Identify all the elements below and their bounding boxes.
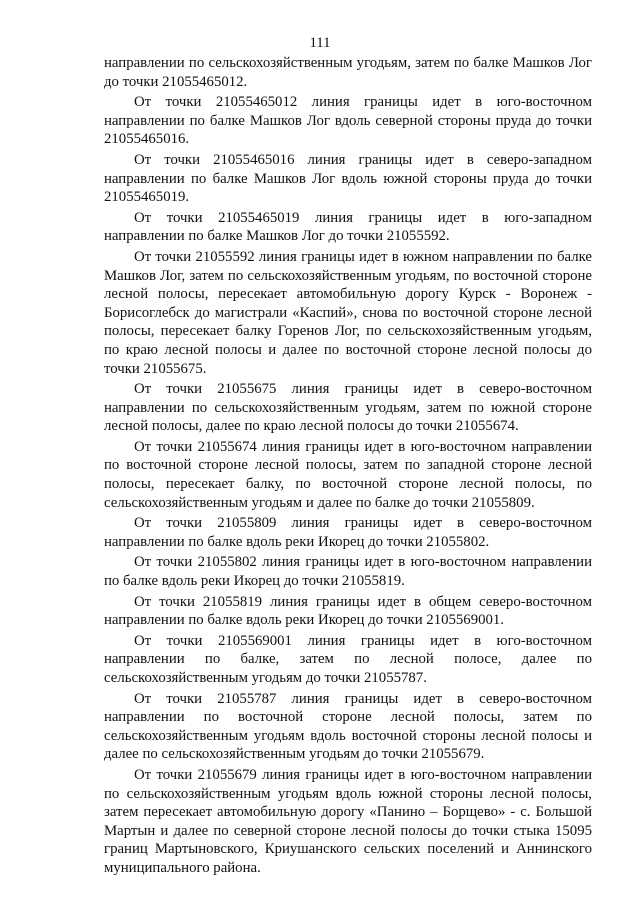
paragraph: От точки 21055809 линия границы идет в северо-восточном направлении по балке вдоль реки Икорец до точки 21055802. bbox=[104, 515, 592, 550]
paragraph: От точки 21055675 линия границы идет в северо-восточном направлении по сельскохозяйственным угодьям, затем по южной стороне лесной полосы, далее по краю лесной полосы до точки 21055674. bbox=[104, 381, 592, 435]
page-number: 111 bbox=[309, 35, 331, 51]
paragraph: От точки 21055465019 линия границы идет в юго-западном направлении по балке Машков Лог до точки 21055592. bbox=[104, 209, 592, 245]
paragraph: От точки 21055787 линия границы идет в северо-восточном направлении по восточной стороне лесной полосы, затем по сельскохозяйственным угодьям вдоль восточной стороны лесной полосы и далее по сельскохозяйственным угодьям до точки 21055679. bbox=[104, 690, 592, 763]
paragraph: От точки 2105569001 линия границы идет в юго-восточном направлении по балке, затем по лесной полосе, далее по сельскохозяйственным угодьям до точки 21055787. bbox=[104, 632, 592, 686]
paragraph: От точки 21055679 линия границы идет в юго-восточном направлении по сельскохозяйственным угодьям вдоль южной стороны лесной полосы, затем пересекает автомобильную дорогу «Панино – Борщево» - с. Большой Мартын и далее по северной стороне лесной полосы до точки стыка 15095 границ Мартыновского, Криушанского сельских поселений и Аннинского муниципального района. bbox=[104, 766, 592, 876]
body-text bbox=[104, 54, 592, 880]
paragraph: От точки 21055802 линия границы идет в юго-восточном направлении по балке вдоль реки Икорец до точки 21055819. bbox=[104, 554, 592, 590]
paragraph: направлении по сельскохозяйственным угодьям, затем по балке Машков Лог до точки 21055465012. bbox=[104, 55, 592, 90]
paragraph: От точки 21055819 линия границы идет в общем северо-восточном направлении по балке вдоль реки Икорец до точки 2105569001. bbox=[104, 593, 592, 629]
paragraph: От точки 21055592 линия границы идет в южном направлении по балке Машков Лог, затем по сельскохозяйственным угодьям, по восточной стороне лесной полосы, пересекает автомобильную дорогу Курск - Воронеж - Борисоглебск до магистрали «Каспий», снова по восточной стороне лесной полосы, пересекает балку Горенов Лог, по сельскохозяйственным угодьям, по краю лесной полосы и далее по восточной стороне лесной полосы до точки 21055675. bbox=[104, 248, 592, 377]
paragraph: От точки 21055465012 линия границы идет в юго-восточном направлении по балке Машков Лог вдоль северной стороны пруда до точки 21055465016. bbox=[104, 94, 592, 148]
paragraph: От точки 21055674 линия границы идет в юго-восточном направлении по восточной стороне лесной полосы, затем по западной стороне лесной полосы, пересекает балку, по восточной стороне лесной полосы, по сельскохозяйственным угодьям и далее по балке до точки 21055809. bbox=[104, 438, 592, 511]
paragraph: От точки 21055465016 линия границы идет в северо-западном направлении по балке Машков Лог вдоль южной стороны пруда до точки 21055465019. bbox=[104, 151, 592, 206]
